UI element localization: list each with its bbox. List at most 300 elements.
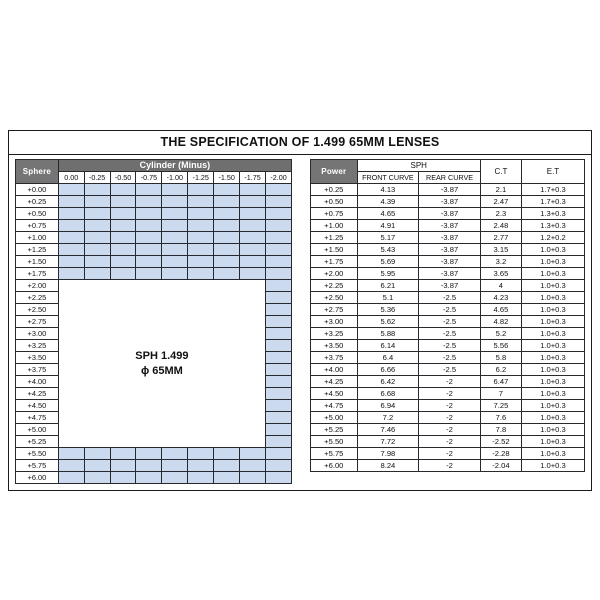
cylinder-cell[interactable] xyxy=(214,268,240,280)
cylinder-cell[interactable] xyxy=(214,472,240,484)
cylinder-cell[interactable] xyxy=(214,232,240,244)
cylinder-cell[interactable] xyxy=(240,244,266,256)
et-value: 1.0+0.3 xyxy=(521,364,584,376)
et-value: 1.0+0.3 xyxy=(521,244,584,256)
cylinder-cell[interactable] xyxy=(266,412,292,424)
rear-curve-value: -2.5 xyxy=(419,292,481,304)
table-row xyxy=(16,472,292,484)
sphere-value: +1.75 xyxy=(16,268,59,280)
header-cylinder-0: 0.00 xyxy=(58,172,84,184)
power-value: +1.50 xyxy=(311,244,358,256)
power-value: +0.75 xyxy=(311,208,358,220)
cylinder-cell[interactable] xyxy=(136,184,162,196)
ct-value: 7.25 xyxy=(480,400,521,412)
ct-value: -2.04 xyxy=(480,460,521,472)
cylinder-cell[interactable] xyxy=(240,256,266,268)
rear-curve-value: -2 xyxy=(419,424,481,436)
sphere-value: +5.25 xyxy=(16,436,59,448)
et-value: 1.2+0.2 xyxy=(521,232,584,244)
et-value: 1.7+0.3 xyxy=(521,196,584,208)
front-curve-value: 5.43 xyxy=(357,244,419,256)
front-curve-value: 5.62 xyxy=(357,316,419,328)
cylinder-cell[interactable] xyxy=(240,220,266,232)
cylinder-cell[interactable] xyxy=(214,256,240,268)
cylinder-cell[interactable] xyxy=(266,304,292,316)
cylinder-cell[interactable] xyxy=(266,472,292,484)
sphere-value: +0.75 xyxy=(16,220,59,232)
et-value: 1.0+0.3 xyxy=(521,448,584,460)
power-curve-table-head xyxy=(311,160,585,184)
cylinder-cell[interactable] xyxy=(136,472,162,484)
sphere-value: +2.50 xyxy=(16,304,59,316)
ct-value: 3.15 xyxy=(480,244,521,256)
cylinder-cell[interactable] xyxy=(266,448,292,460)
cylinder-cell[interactable] xyxy=(214,244,240,256)
table-row xyxy=(311,304,585,316)
table-row xyxy=(16,196,292,208)
ct-value: 7.6 xyxy=(480,412,521,424)
power-value: +2.00 xyxy=(311,268,358,280)
ct-value: 5.2 xyxy=(480,328,521,340)
header-front-curve: FRONT CURVE xyxy=(357,172,419,184)
rear-curve-value: -3.87 xyxy=(419,208,481,220)
cylinder-cell[interactable] xyxy=(162,220,188,232)
table-row xyxy=(311,208,585,220)
front-curve-value: 6.14 xyxy=(357,340,419,352)
cylinder-cell[interactable] xyxy=(110,472,136,484)
cylinder-cell[interactable] xyxy=(214,196,240,208)
cylinder-cell[interactable] xyxy=(58,448,84,460)
cylinder-cell[interactable] xyxy=(162,184,188,196)
front-curve-value: 4.65 xyxy=(357,208,419,220)
table-row xyxy=(16,208,292,220)
ct-value: 2.3 xyxy=(480,208,521,220)
cylinder-cell[interactable] xyxy=(84,448,110,460)
header-power: Power xyxy=(311,160,358,184)
et-value: 1.3+0.3 xyxy=(521,208,584,220)
table-header-row-group xyxy=(16,160,292,172)
sphere-value: +0.50 xyxy=(16,208,59,220)
et-value: 1.0+0.3 xyxy=(521,460,584,472)
table-row xyxy=(311,400,585,412)
power-value: +5.00 xyxy=(311,412,358,424)
rear-curve-value: -2 xyxy=(419,412,481,424)
et-value: 1.7+0.3 xyxy=(521,184,584,196)
cylinder-cell[interactable] xyxy=(136,448,162,460)
rear-curve-value: -2.5 xyxy=(419,364,481,376)
front-curve-value: 5.1 xyxy=(357,292,419,304)
tables-container xyxy=(9,155,591,490)
rear-curve-value: -2 xyxy=(419,376,481,388)
ct-value: 3.65 xyxy=(480,268,521,280)
cylinder-cell[interactable] xyxy=(266,376,292,388)
table-row xyxy=(311,280,585,292)
et-value: 1.0+0.3 xyxy=(521,400,584,412)
front-curve-value: 7.72 xyxy=(357,436,419,448)
table-header-row-top xyxy=(311,160,585,172)
cylinder-cell[interactable] xyxy=(240,208,266,220)
et-value: 1.0+0.3 xyxy=(521,412,584,424)
cylinder-cell[interactable] xyxy=(266,244,292,256)
header-cylinder-2: -0.50 xyxy=(110,172,136,184)
power-value: +2.75 xyxy=(311,304,358,316)
cylinder-cell[interactable] xyxy=(266,424,292,436)
ct-value: 2.77 xyxy=(480,232,521,244)
cylinder-cell[interactable] xyxy=(84,196,110,208)
cylinder-cell[interactable] xyxy=(84,472,110,484)
cylinder-cell[interactable] xyxy=(136,256,162,268)
rear-curve-value: -2.5 xyxy=(419,340,481,352)
sphere-value: +6.00 xyxy=(16,472,59,484)
ct-value: 4.23 xyxy=(480,292,521,304)
cylinder-cell[interactable] xyxy=(266,220,292,232)
table-row xyxy=(311,316,585,328)
rear-curve-value: -2 xyxy=(419,436,481,448)
cylinder-cell[interactable] xyxy=(240,232,266,244)
header-cylinder-5: -1.25 xyxy=(188,172,214,184)
sphere-value: +4.50 xyxy=(16,400,59,412)
header-rear-curve: REAR CURVE xyxy=(419,172,481,184)
cylinder-cell[interactable] xyxy=(110,268,136,280)
cylinder-cell[interactable] xyxy=(240,196,266,208)
rear-curve-value: -3.87 xyxy=(419,256,481,268)
et-value: 1.0+0.3 xyxy=(521,328,584,340)
cylinder-cell[interactable] xyxy=(188,268,214,280)
cylinder-cell[interactable] xyxy=(266,316,292,328)
table-row xyxy=(311,232,585,244)
table-row xyxy=(16,184,292,196)
cylinder-cell[interactable] xyxy=(188,244,214,256)
cylinder-cell[interactable] xyxy=(266,364,292,376)
power-value: +2.25 xyxy=(311,280,358,292)
cylinder-cell[interactable] xyxy=(84,256,110,268)
rear-curve-value: -2 xyxy=(419,460,481,472)
cylinder-cell[interactable] xyxy=(188,472,214,484)
cylinder-cell[interactable] xyxy=(188,220,214,232)
header-cylinder-7: -1.75 xyxy=(240,172,266,184)
table-row xyxy=(311,376,585,388)
cylinder-cell[interactable] xyxy=(188,196,214,208)
cylinder-cell[interactable] xyxy=(84,208,110,220)
front-curve-value: 5.88 xyxy=(357,328,419,340)
header-cylinder-1: -0.25 xyxy=(84,172,110,184)
header-cylinder-8: -2.00 xyxy=(266,172,292,184)
power-value: +3.25 xyxy=(311,328,358,340)
cylinder-cell[interactable] xyxy=(162,244,188,256)
cylinder-cell[interactable] xyxy=(136,232,162,244)
front-curve-value: 7.98 xyxy=(357,448,419,460)
cylinder-cell[interactable] xyxy=(110,220,136,232)
ct-value: 6.47 xyxy=(480,376,521,388)
table-row xyxy=(311,256,585,268)
rear-curve-value: -2.5 xyxy=(419,304,481,316)
rear-curve-value: -2 xyxy=(419,400,481,412)
power-curve-table-body xyxy=(311,184,585,472)
center-spec-label xyxy=(58,280,265,448)
power-value: +4.75 xyxy=(311,400,358,412)
sphere-value: +1.25 xyxy=(16,244,59,256)
ct-value: 3.2 xyxy=(480,256,521,268)
table-row xyxy=(16,280,292,292)
ct-value: 5.8 xyxy=(480,352,521,364)
et-value: 1.0+0.3 xyxy=(521,376,584,388)
sphere-value: +2.00 xyxy=(16,280,59,292)
front-curve-value: 5.36 xyxy=(357,304,419,316)
table-row xyxy=(311,220,585,232)
cylinder-cell[interactable] xyxy=(162,460,188,472)
cylinder-cell[interactable] xyxy=(58,256,84,268)
cylinder-cell[interactable] xyxy=(162,208,188,220)
front-curve-value: 5.95 xyxy=(357,268,419,280)
table-row xyxy=(311,352,585,364)
cylinder-cell[interactable] xyxy=(266,352,292,364)
cylinder-cell[interactable] xyxy=(110,184,136,196)
table-row xyxy=(311,364,585,376)
table-row xyxy=(311,328,585,340)
cylinder-cell[interactable] xyxy=(58,220,84,232)
cylinder-cell[interactable] xyxy=(240,448,266,460)
table-row xyxy=(311,436,585,448)
sphere-cylinder-table xyxy=(15,159,292,484)
cylinder-cell[interactable] xyxy=(188,460,214,472)
cylinder-cell[interactable] xyxy=(136,196,162,208)
power-value: +4.25 xyxy=(311,376,358,388)
cylinder-cell[interactable] xyxy=(136,220,162,232)
front-curve-value: 6.68 xyxy=(357,388,419,400)
cylinder-cell[interactable] xyxy=(58,268,84,280)
table-row xyxy=(16,220,292,232)
cylinder-cell[interactable] xyxy=(58,184,84,196)
ct-value: 7 xyxy=(480,388,521,400)
cylinder-cell[interactable] xyxy=(84,220,110,232)
front-curve-value: 6.42 xyxy=(357,376,419,388)
front-curve-value: 7.46 xyxy=(357,424,419,436)
cylinder-cell[interactable] xyxy=(266,388,292,400)
sphere-value: +1.00 xyxy=(16,232,59,244)
table-row xyxy=(311,292,585,304)
cylinder-cell[interactable] xyxy=(110,232,136,244)
cylinder-cell[interactable] xyxy=(266,400,292,412)
cylinder-cell[interactable] xyxy=(110,244,136,256)
front-curve-value: 4.13 xyxy=(357,184,419,196)
ct-value: 4.65 xyxy=(480,304,521,316)
cylinder-cell[interactable] xyxy=(84,268,110,280)
cylinder-cell[interactable] xyxy=(58,244,84,256)
table-row xyxy=(16,448,292,460)
cylinder-cell[interactable] xyxy=(266,268,292,280)
sphere-value: +4.00 xyxy=(16,376,59,388)
cylinder-cell[interactable] xyxy=(214,460,240,472)
specification-sheet xyxy=(8,130,592,491)
cylinder-cell[interactable] xyxy=(266,436,292,448)
sphere-value: +4.75 xyxy=(16,412,59,424)
cylinder-cell[interactable] xyxy=(58,460,84,472)
table-row xyxy=(311,388,585,400)
cylinder-cell[interactable] xyxy=(136,244,162,256)
cylinder-cell[interactable] xyxy=(266,256,292,268)
table-row xyxy=(311,268,585,280)
rear-curve-value: -2 xyxy=(419,448,481,460)
cylinder-cell[interactable] xyxy=(240,268,266,280)
cylinder-cell[interactable] xyxy=(110,196,136,208)
et-value: 1.0+0.3 xyxy=(521,352,584,364)
et-value: 1.0+0.3 xyxy=(521,292,584,304)
rear-curve-value: -3.87 xyxy=(419,280,481,292)
sphere-value: +1.50 xyxy=(16,256,59,268)
front-curve-value: 6.21 xyxy=(357,280,419,292)
cylinder-cell[interactable] xyxy=(266,196,292,208)
front-curve-value: 4.91 xyxy=(357,220,419,232)
cylinder-cell[interactable] xyxy=(162,196,188,208)
power-value: +5.75 xyxy=(311,448,358,460)
cylinder-cell[interactable] xyxy=(136,268,162,280)
center-label-line-1: SPH 1.499 xyxy=(135,349,189,362)
table-row xyxy=(16,244,292,256)
sphere-value: +5.50 xyxy=(16,448,59,460)
cylinder-cell[interactable] xyxy=(240,472,266,484)
cylinder-cell[interactable] xyxy=(266,184,292,196)
ct-value: 6.2 xyxy=(480,364,521,376)
ct-value: 2.1 xyxy=(480,184,521,196)
cylinder-cell[interactable] xyxy=(162,448,188,460)
power-value: +3.00 xyxy=(311,316,358,328)
rear-curve-value: -2.5 xyxy=(419,328,481,340)
cylinder-cell[interactable] xyxy=(162,268,188,280)
ct-value: 4.82 xyxy=(480,316,521,328)
et-value: 1.0+0.3 xyxy=(521,280,584,292)
power-value: +1.75 xyxy=(311,256,358,268)
power-value: +3.75 xyxy=(311,352,358,364)
cylinder-cell[interactable] xyxy=(214,208,240,220)
ct-value: 5.56 xyxy=(480,340,521,352)
sphere-value: +0.25 xyxy=(16,196,59,208)
rear-curve-value: -3.87 xyxy=(419,196,481,208)
rear-curve-value: -3.87 xyxy=(419,244,481,256)
cylinder-cell[interactable] xyxy=(266,292,292,304)
cylinder-cell[interactable] xyxy=(110,256,136,268)
et-value: 1.0+0.3 xyxy=(521,436,584,448)
ct-value: 2.48 xyxy=(480,220,521,232)
sphere-value: +5.00 xyxy=(16,424,59,436)
front-curve-value: 6.4 xyxy=(357,352,419,364)
cylinder-cell[interactable] xyxy=(58,208,84,220)
header-sphere: Sphere xyxy=(16,160,59,184)
et-value: 1.0+0.3 xyxy=(521,268,584,280)
header-sph-group: SPH xyxy=(357,160,480,172)
sphere-cylinder-table-body xyxy=(16,184,292,484)
cylinder-cell[interactable] xyxy=(240,184,266,196)
sphere-value: +3.75 xyxy=(16,364,59,376)
cylinder-cell[interactable] xyxy=(84,232,110,244)
table-row xyxy=(311,460,585,472)
front-curve-value: 6.94 xyxy=(357,400,419,412)
cylinder-cell[interactable] xyxy=(266,280,292,292)
power-value: +6.00 xyxy=(311,460,358,472)
cylinder-cell[interactable] xyxy=(266,340,292,352)
cylinder-cell[interactable] xyxy=(214,184,240,196)
cylinder-cell[interactable] xyxy=(58,472,84,484)
page-title: THE SPECIFICATION OF 1.499 65MM LENSES xyxy=(9,131,591,155)
cylinder-cell[interactable] xyxy=(188,448,214,460)
rear-curve-value: -3.87 xyxy=(419,232,481,244)
cylinder-cell[interactable] xyxy=(266,208,292,220)
cylinder-cell[interactable] xyxy=(110,448,136,460)
sphere-value: +3.50 xyxy=(16,352,59,364)
cylinder-cell[interactable] xyxy=(162,232,188,244)
front-curve-value: 8.24 xyxy=(357,460,419,472)
power-value: +2.50 xyxy=(311,292,358,304)
header-et: E.T xyxy=(521,160,584,184)
cylinder-cell[interactable] xyxy=(266,328,292,340)
table-row xyxy=(311,244,585,256)
table-row xyxy=(311,412,585,424)
et-value: 1.0+0.3 xyxy=(521,304,584,316)
header-cylinder-group: Cylinder (Minus) xyxy=(58,160,291,172)
cylinder-cell[interactable] xyxy=(84,244,110,256)
table-row xyxy=(311,340,585,352)
front-curve-value: 5.17 xyxy=(357,232,419,244)
cylinder-cell[interactable] xyxy=(240,460,266,472)
header-cylinder-6: -1.50 xyxy=(214,172,240,184)
cylinder-cell[interactable] xyxy=(136,208,162,220)
et-value: 1.0+0.3 xyxy=(521,424,584,436)
cylinder-cell[interactable] xyxy=(214,448,240,460)
cylinder-cell[interactable] xyxy=(110,460,136,472)
power-value: +4.50 xyxy=(311,388,358,400)
cylinder-cell[interactable] xyxy=(136,460,162,472)
cylinder-cell[interactable] xyxy=(188,184,214,196)
header-ct: C.T xyxy=(480,160,521,184)
ct-value: 4 xyxy=(480,280,521,292)
cylinder-cell[interactable] xyxy=(188,208,214,220)
sphere-value: +0.00 xyxy=(16,184,59,196)
rear-curve-value: -3.87 xyxy=(419,220,481,232)
cylinder-cell[interactable] xyxy=(162,256,188,268)
header-cylinder-3: -0.75 xyxy=(136,172,162,184)
rear-curve-value: -2 xyxy=(419,388,481,400)
sphere-value: +5.75 xyxy=(16,460,59,472)
table-row xyxy=(16,268,292,280)
center-label-line-2: ϕ 65MM xyxy=(140,364,183,377)
sphere-value: +2.75 xyxy=(16,316,59,328)
cylinder-cell[interactable] xyxy=(84,184,110,196)
rear-curve-value: -3.87 xyxy=(419,184,481,196)
et-value: 1.0+0.3 xyxy=(521,340,584,352)
cylinder-cell[interactable] xyxy=(266,460,292,472)
sphere-value: +3.25 xyxy=(16,340,59,352)
cylinder-cell[interactable] xyxy=(188,232,214,244)
front-curve-value: 6.66 xyxy=(357,364,419,376)
rear-curve-value: -3.87 xyxy=(419,268,481,280)
cylinder-cell[interactable] xyxy=(58,196,84,208)
cylinder-cell[interactable] xyxy=(162,472,188,484)
power-value: +4.00 xyxy=(311,364,358,376)
cylinder-cell[interactable] xyxy=(84,460,110,472)
power-curve-table xyxy=(310,159,585,472)
sphere-cylinder-table-wrapper xyxy=(15,159,292,484)
rear-curve-value: -2.5 xyxy=(419,316,481,328)
cylinder-cell[interactable] xyxy=(58,232,84,244)
power-curve-table-wrapper xyxy=(310,159,585,472)
ct-value: 7.8 xyxy=(480,424,521,436)
cylinder-cell[interactable] xyxy=(266,232,292,244)
sphere-cylinder-table-head xyxy=(16,160,292,184)
sphere-value: +2.25 xyxy=(16,292,59,304)
cylinder-cell[interactable] xyxy=(110,208,136,220)
cylinder-cell[interactable] xyxy=(214,220,240,232)
table-row xyxy=(16,256,292,268)
cylinder-cell[interactable] xyxy=(188,256,214,268)
